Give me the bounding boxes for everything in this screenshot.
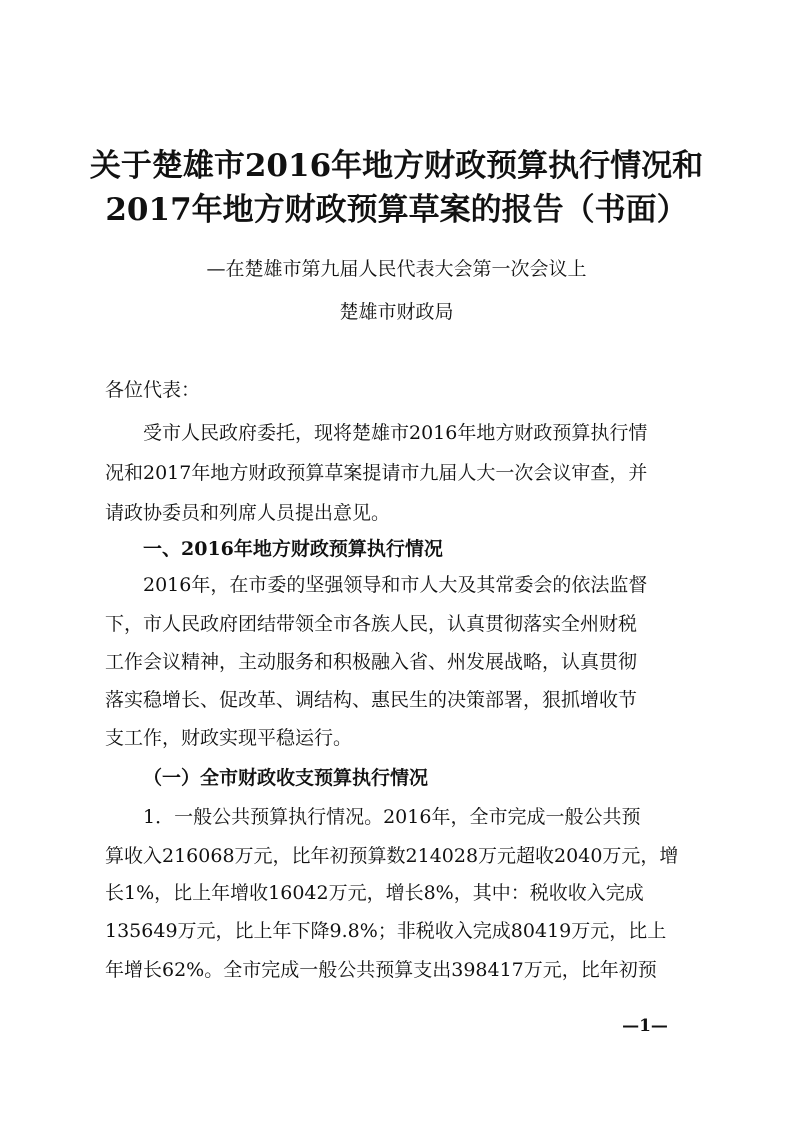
paragraph-1-line-2: 况和2017年地方财政预算草案提请市九届人大一次会议审查，并 xyxy=(105,462,648,484)
paragraph-2-line-5: 支工作，财政实现平稳运行。 xyxy=(105,727,353,749)
paragraph-3-line-1: 1．一般公共预算执行情况。2016年，全市完成一般公共预 xyxy=(143,806,641,828)
paragraph-3-line-2: 算收入216068万元，比年初预算数214028万元超收2040万元，增 xyxy=(105,845,679,867)
document-title-line-1: 关于楚雄市2016年地方财政预算执行情况和 xyxy=(89,148,704,184)
section-heading-1: 一、2016年地方财政预算执行情况 xyxy=(143,538,443,560)
paragraph-1-line-1: 受市人民政府委托，现将楚雄市2016年地方财政预算执行情 xyxy=(143,422,648,444)
document-subtitle-occasion: —在楚雄市第九届人民代表大会第一次会议上 xyxy=(206,258,587,280)
paragraph-1-line-3: 请政协委员和列席人员提出意见。 xyxy=(105,502,391,524)
paragraph-2-line-1: 2016年，在市委的坚强领导和市人大及其常委会的依法监督 xyxy=(143,574,648,596)
section-heading-2: （一）全市财政收支预算执行情况 xyxy=(143,767,429,789)
salutation: 各位代表： xyxy=(105,379,201,401)
paragraph-3-line-5: 年增长62%。全市完成一般公共预算支出398417万元，比年初预 xyxy=(105,959,657,981)
paragraph-3-line-3: 长1%，比上年增收16042万元，增长8%，其中：税收收入完成 xyxy=(105,882,644,904)
paragraph-2-line-3: 工作会议精神，主动服务和积极融入省、州发展战略，认真贯彻 xyxy=(105,651,638,673)
paragraph-3-line-4: 135649万元，比上年下降9.8%；非税收入完成80419万元，比上 xyxy=(105,920,667,942)
document-subtitle-author: 楚雄市财政局 xyxy=(339,301,454,323)
paragraph-2-line-4: 落实稳增长、促改革、调结构、惠民生的决策部署，狠抓增收节 xyxy=(105,689,638,711)
paragraph-2-line-2: 下，市人民政府团结带领全市各族人民，认真贯彻落实全州财税 xyxy=(105,613,638,635)
page-number: —1— xyxy=(622,1016,668,1036)
document-title-line-2: 2017年地方财政预算草案的报告（书面） xyxy=(105,192,688,228)
